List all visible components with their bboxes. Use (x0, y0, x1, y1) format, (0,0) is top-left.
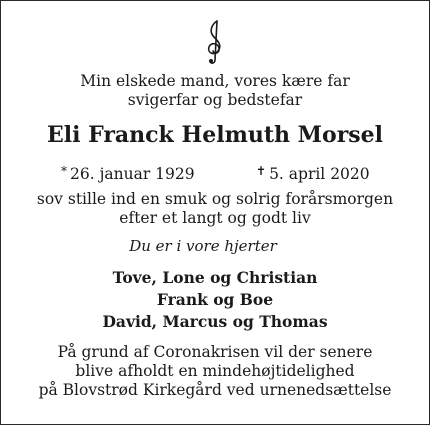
treble-clef-icon (202, 18, 228, 66)
birth-star-icon: * (61, 164, 67, 178)
death-date (256, 162, 370, 184)
signature-line-1: Tove, Lone og Christian (112, 268, 318, 287)
death-cross-icon: ✝ (256, 164, 267, 178)
passing-line-2: efter et langt og godt liv (119, 209, 311, 227)
signature-line-2: Frank og Boe (156, 290, 274, 309)
signature-line-3: David, Marcus og Thomas (102, 312, 328, 331)
passing-line-1: sov stille ind en smuk og solrig forårsmorgen (36, 190, 394, 208)
intro-line-2: svigerfar og bedstefar (127, 91, 303, 109)
birth-date-text: 26. januar 1929 (70, 165, 195, 183)
notice-line-3: på Blovstrød Kirkegård ved urnenedsættelse (38, 381, 392, 399)
deceased-name: Eli Franck Helmuth Morsel (46, 122, 384, 148)
notice-line-1: På grund af Coronakrisen vil der senere (57, 343, 373, 361)
intro-line-1: Min elskede mand, vores kære far (80, 72, 350, 90)
death-date-text: 5. april 2020 (269, 165, 370, 183)
notice-line-2: blive afholdt en mindehøjtidelighed (75, 362, 355, 380)
birth-date (61, 162, 195, 184)
memorial-quote: Du er i vore hjerter (129, 237, 277, 255)
